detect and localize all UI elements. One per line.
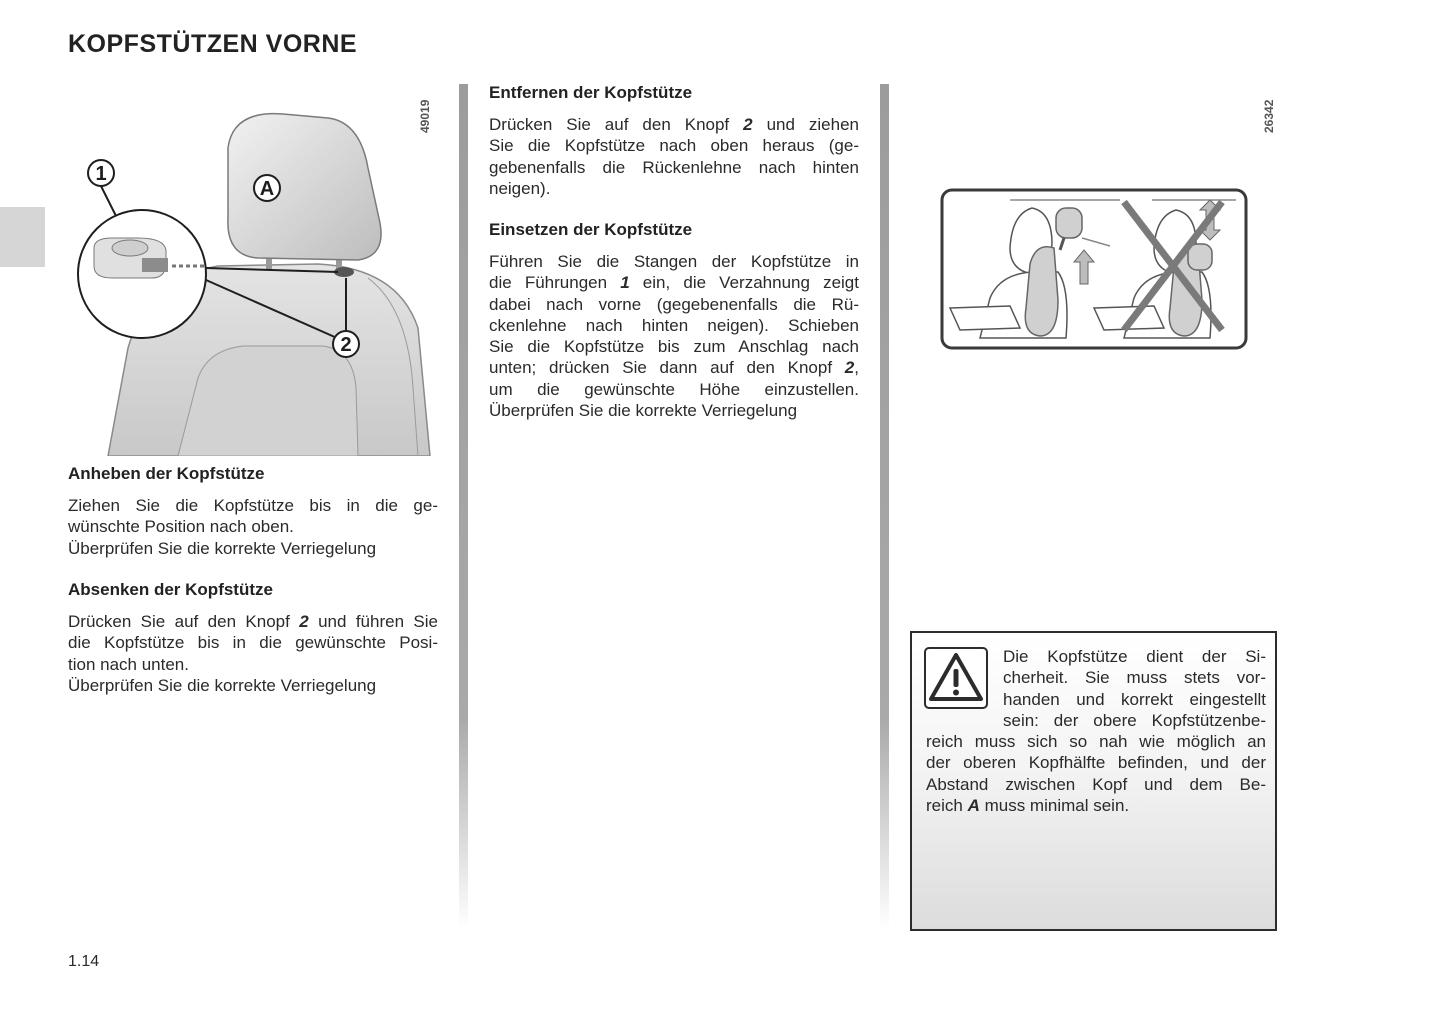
text-line: der oberen Kopfhälfte befinden, und der xyxy=(926,753,1266,773)
figure-number-left: 49019 xyxy=(418,99,432,133)
seat-illustration xyxy=(68,88,438,456)
heading-anheben: Anheben der Kopfstütze xyxy=(68,464,265,483)
text-line: Überprüfen Sie die korrekte Verriegelung xyxy=(68,675,377,695)
warning-box xyxy=(910,631,1277,931)
text-fragment: und führen Sie xyxy=(308,612,438,631)
text-line: gebenenfalls die Rückenlehne nach hinten xyxy=(489,157,859,177)
text-line: neigen). xyxy=(489,178,551,198)
button-ref-2: 2 xyxy=(844,358,855,378)
text-fragment: reich xyxy=(926,795,968,815)
text-line xyxy=(489,357,859,378)
text-line: sein: der obere Kopfstützenbe- xyxy=(1003,710,1266,730)
chapter-tab xyxy=(0,207,45,267)
text-line: Sie die Kopfstütze bis zum Anschlag nach xyxy=(489,337,859,357)
text-line: Ziehen Sie die Kopfstütze bis in die ge- xyxy=(68,496,438,515)
text-line xyxy=(68,611,438,632)
text-line: Führen Sie die Stangen der Kopfstütze in xyxy=(489,252,859,271)
headrest-position-figure xyxy=(940,188,1250,352)
text-line: Überprüfen Sie die korrekte Verriegelung xyxy=(489,401,798,421)
text-line: Die Kopfstütze dient der Si- xyxy=(1003,647,1266,666)
page-title: KOPFSTÜTZEN VORNE xyxy=(68,30,358,58)
warning-text-side xyxy=(1003,646,1266,731)
text-line xyxy=(926,795,1266,816)
headrest-figure xyxy=(68,88,438,456)
text-line: Überprüfen Sie die korrekte Verriegelung xyxy=(68,538,377,558)
position-illustration xyxy=(940,188,1250,352)
text-line xyxy=(489,272,859,293)
text-line: Abstand zwischen Kopf und dem Be- xyxy=(926,774,1266,794)
column-divider-1 xyxy=(459,84,468,929)
heading-einsetzen: Einsetzen der Kopfstütze xyxy=(489,220,693,239)
text-fragment: die Führungen xyxy=(489,273,621,293)
heading-entfernen: Entfernen der Kopfstütze xyxy=(489,83,693,102)
text-line: reich muss sich so nah wie möglich an xyxy=(926,732,1266,751)
text-entfernen xyxy=(489,114,859,199)
figure-number-right: 26342 xyxy=(1262,99,1276,133)
button-ref-2: 2 xyxy=(299,612,309,631)
callout-2: 2 xyxy=(340,334,352,356)
text-line: die Kopfstütze bis in die gewünschte Posi- xyxy=(68,633,438,653)
warning-icon xyxy=(924,647,988,709)
text-line xyxy=(489,114,859,135)
callout-1: 1 xyxy=(95,163,107,185)
text-line: handen und korrekt eingestellt xyxy=(1003,689,1266,709)
text-fragment: muss minimal sein. xyxy=(979,795,1130,815)
area-ref-a: A xyxy=(967,795,980,815)
text-fragment: unten; drücken Sie dann auf den Knopf xyxy=(489,358,845,378)
text-line: dabei nach vorne (gegebenenfalls die Rü- xyxy=(489,294,859,314)
guide-ref-1: 1 xyxy=(620,273,630,293)
text-line: wünschte Position nach oben. xyxy=(68,517,294,537)
warning-text-full xyxy=(926,731,1266,816)
text-line: ckenlehne nach hinten neigen). Schieben xyxy=(489,315,859,335)
text-fragment: Drücken Sie auf den Knopf xyxy=(489,115,744,134)
text-line: tion nach unten. xyxy=(68,654,189,674)
button-ref-2: 2 xyxy=(743,115,753,134)
heading-absenken: Absenken der Kopfstütze xyxy=(68,580,273,599)
text-fragment: und ziehen xyxy=(752,115,860,134)
text-fragment: ein, die Verzahnung zeigt xyxy=(629,273,859,293)
text-line: Sie die Kopfstütze nach oben heraus (ge- xyxy=(489,136,859,156)
text-absenken xyxy=(68,611,438,696)
text-line: cherheit. Sie muss stets vor- xyxy=(1003,668,1266,688)
callout-a: A xyxy=(259,178,275,200)
page-number: 1.14 xyxy=(68,953,100,970)
text-fragment: Drücken Sie auf den Knopf xyxy=(68,612,300,631)
text-anheben xyxy=(68,495,438,559)
column-divider-2 xyxy=(880,84,889,929)
text-line: um die gewünschte Höhe einzustellen. xyxy=(489,379,859,399)
text-fragment: , xyxy=(854,358,859,378)
text-einsetzen xyxy=(489,251,859,421)
